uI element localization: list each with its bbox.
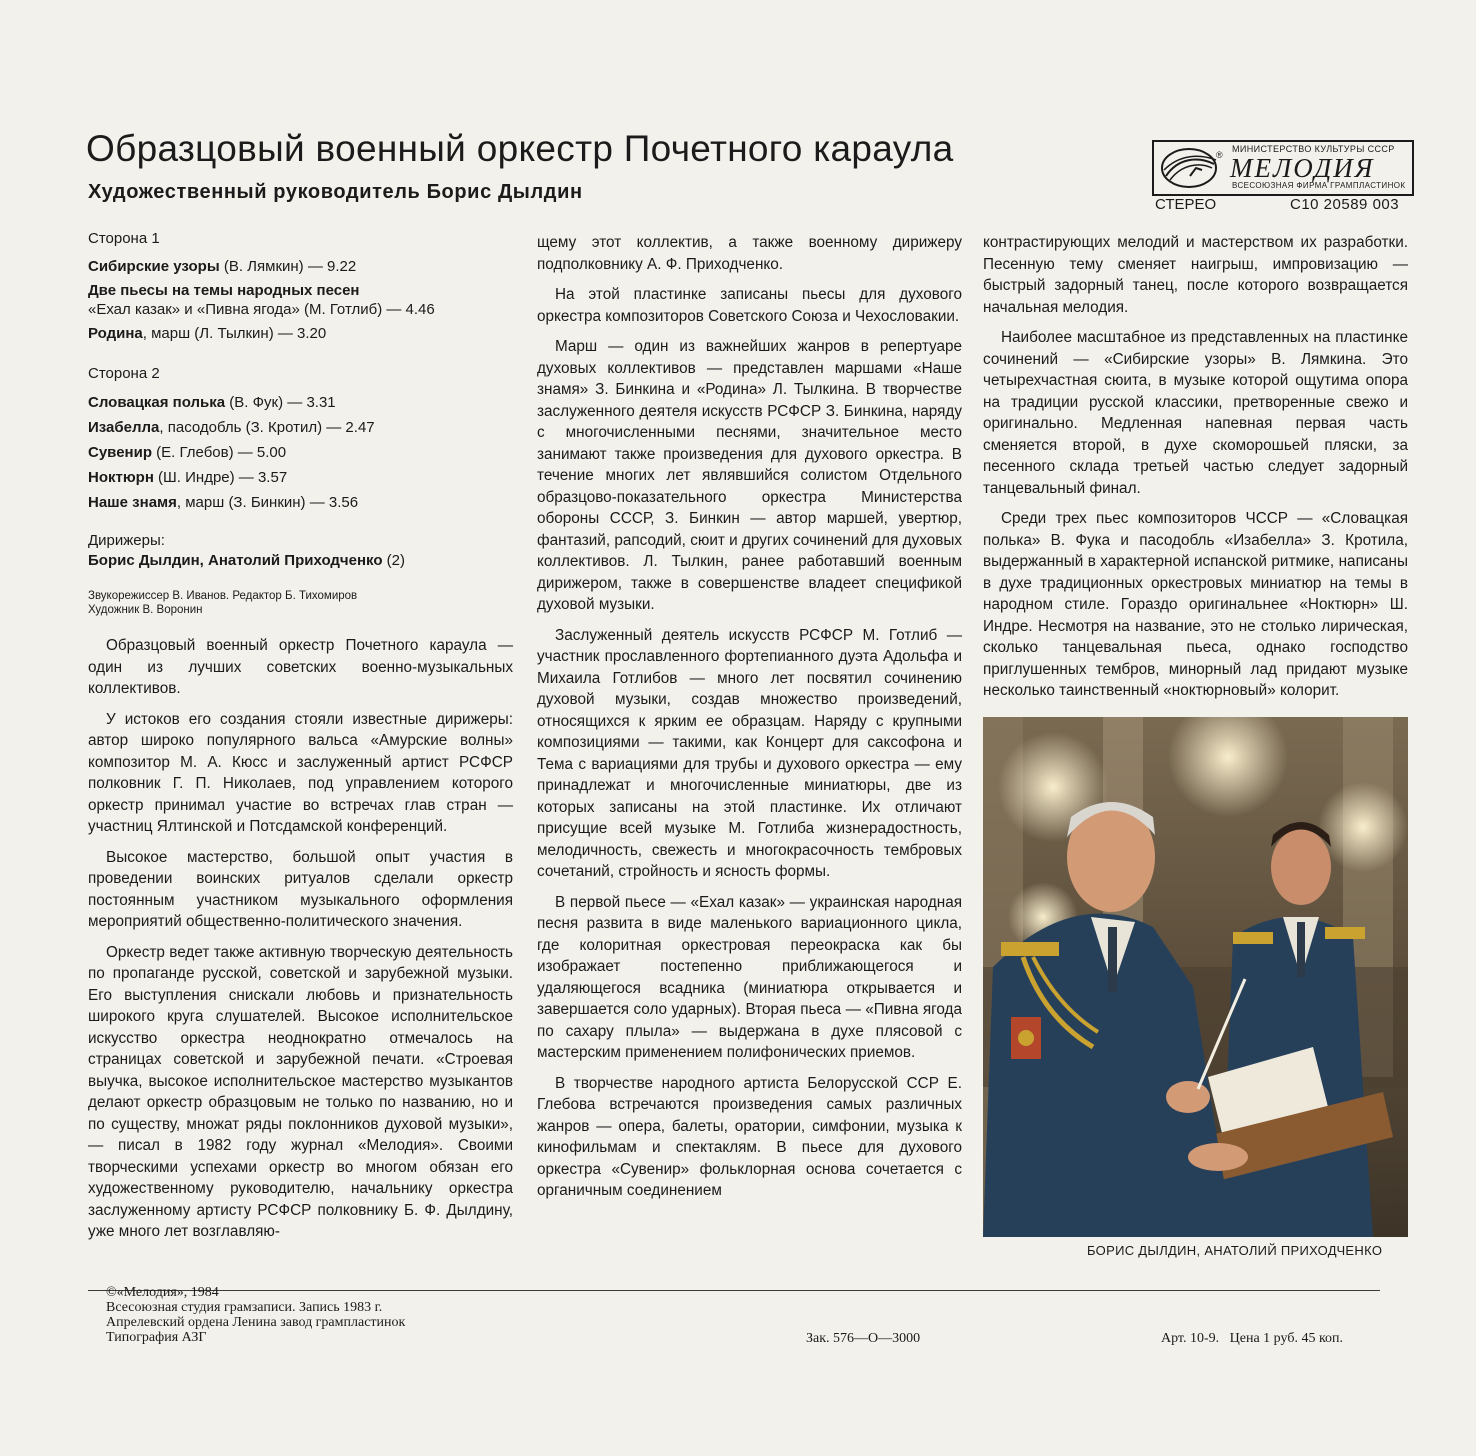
credits-line: Художник В. Воронин (88, 604, 203, 616)
paragraph: Оркестр ведет также активную творческую деятельность по пропаганде русской, советской и зарубежной музыки. Его выступления снискали любовь и признательность широкого круга слушателей. Высокое исполнительское искусство оркестра неоднократно отмечалось на страницах советской и зарубежной печати. «Строевая выучка, высокое исполнительское мастерство музыкантов делают оркестр образцовым не только по названию, но и по существу, множат ряды поклонников духовой музыки», — писал в 1982 году журнал «Мелодия». Своими творческими успехами оркестр во многом обязан его художественному руководителю, начальнику оркестра заслуженному артисту РСФСР полковнику Б. Ф. Дылдину, уже много лет возглавляю- (88, 943, 513, 1240)
track-credit: , марш (Л. Тылкин) — 3.20 (142, 325, 327, 342)
logo-brand-text: МЕЛОДИЯ (1230, 153, 1375, 183)
paragraph: У истоков его создания стояли известные дирижеры: автор широко популярного вальса «Амурские волны» композитор М. А. Кюсс и заслуженный артист РСФСР полковник Г. П. Николаев, под управлением которого оркестр принимал участие во встречах глав стран — участниц Ялтинской и Потсдамской конференций. (88, 710, 513, 835)
track-title: Сибирские узоры (88, 258, 220, 275)
record-disc-icon (1160, 146, 1218, 190)
side1-label: Сторона 1 (88, 230, 160, 247)
paragraph: контрастирующих мелодий и мастерством их разработки. Песенную тему сменяет наигрыш, импровизацию — быстрый задорный танец, после которого возвращается начальная мелодия. (983, 234, 1408, 316)
subtitle: Художественный руководитель Борис Дылдин (88, 181, 583, 203)
conductors-row (88, 550, 405, 572)
track-row (88, 256, 356, 278)
track-title: Наше знамя (88, 494, 177, 511)
footer-line: Всесоюзная студия грамзаписи. Запись 1983 г. (106, 1300, 383, 1315)
track-row (88, 492, 358, 514)
text-column-1 (88, 635, 513, 1252)
track-credit: «Ехал казак» и «Пивна ягода» (М. Готлиб) — 4.46 (88, 301, 435, 318)
paragraph: Наиболее масштабное из представленных на пластинке сочинений — «Сибирские узоры» В. Лямкина. Это четырехчастная сюита, в музыке которой ощутима опора на традиции русской классики, претворенные свежо и оригинально. Медленная напевная первая часть сменяется второй, в духе скоморошьей пляски, за песенного склада третьей частью следует задорный танцевальный финал. (983, 329, 1408, 497)
paragraph: Образцовый военный оркестр Почетного караула — один из лучших советских военно-музыкальных коллективов. (88, 637, 513, 697)
paragraph: На этой пластинке записаны пьесы для духового оркестра композиторов Советского Союза и Чехословакии. (537, 286, 962, 325)
paragraph: Марш — один из важнейших жанров в репертуаре духовых коллективов — представлен маршами «Наше знамя» З. Бинкина и «Родина» Л. Тылкина. В творчестве заслуженного деятеля искусств РСФСР З. Бинкина, наряду с многочисленными песнями, значительное место занимают также произведения для духового оркестра. В течение многих лет являвшийся солистом Отдельного образцово-показательного оркестра Министерства обороны СССР, З. Бинкин — автор маршей, увертюр, фантазий, рапсодий, сюит и других сочинений для духовых коллективов. Л. Тылкин, ранее работавший военным дирижером, также в совершенстве владеет спецификой духовой музыки. (537, 338, 962, 613)
track-title: Две пьесы на темы народных песен (88, 282, 360, 299)
track-credit: (Ш. Индре) — 3.57 (153, 469, 288, 486)
track-title: Родина (88, 325, 143, 342)
photo-caption: БОРИС ДЫЛДИН, АНАТОЛИЙ ПРИХОДЧЕНКО (1087, 1243, 1383, 1258)
track-credit: (В. Фук) — 3.31 (225, 394, 336, 411)
track-row (88, 417, 375, 439)
conductors-names: Борис Дылдин, Анатолий Приходченко (88, 552, 383, 569)
copyright-line: ©«Мелодия», 1984 (106, 1285, 219, 1300)
paragraph: Высокое мастерство, большой опыт участия в проведении воинских ритуалов сделали оркестр постоянным участником музыкального оформления мероприятий общественно-политического значения. (88, 848, 513, 930)
paragraph: щему этот коллектив, а также военному дирижеру подполковнику А. Ф. Приходченко. (537, 234, 962, 273)
track-row (88, 442, 286, 464)
track-row (88, 323, 326, 345)
price-line: Арт. 10-9. Цена 1 руб. 45 коп. (1161, 1331, 1344, 1346)
conductors-suffix: (2) (382, 552, 406, 569)
track-credit: (Е. Глебов) — 5.00 (151, 444, 287, 461)
logo-firm-text: ВСЕСОЮЗНАЯ ФИРМА ГРАМПЛАСТИНОК (1232, 181, 1406, 190)
paragraph: Среди трех пьес композиторов ЧССР — «Словацкая полька» В. Фука и пасодобль «Изабелла» З. Кротила, выдержанный в характерной испанской ритмике, написаны в духе традиционных оркестровых миниатюр на темы в народном стиле. Гораздо оригинальнее «Ноктюрн» Ш. Индре. Несмотря на название, это не столько лирическая, сколько танцевальная пьеса, однако господство приглушенных тембров, минорный лад придают музыке несколько таинственный «ноктюрновый» колорит. (983, 510, 1408, 699)
side2-label: Сторона 2 (88, 365, 160, 382)
registered-mark: ® (1216, 150, 1223, 160)
text-column-2 (537, 232, 962, 1211)
track-title: Ноктюрн (88, 469, 154, 486)
track-row (88, 299, 435, 321)
paragraph: В первой пьесе — «Ехал казак» — украинская народная песня развита в виде маленького вариационного цикла, где колоритная оркестровая переокраска как бы изображает постепенно приближающегося и удаляющегося всадника (миниатюра открывается и завершается соло ударных). Вторая пьеса — «Пивна ягода по сахару плыла» — выдержана в духе плясовой с мастерским применением полифонических приемов. (537, 893, 962, 1061)
paragraph: В творчестве народного артиста Белорусской ССР Е. Глебова встречаются произведения самых различных жанров — опера, балеты, оратории, симфонии, музыка к кинофильмам и спектаклям. В пьесе для духового оркестра «Сувенир» фольклорная основа сочетается с органичным соединением (537, 1074, 962, 1199)
footer-divider (88, 1290, 1380, 1291)
track-credit: , марш (З. Бинкин) — 3.56 (176, 494, 359, 511)
track-credit: (В. Лямкин) — 9.22 (219, 258, 357, 275)
catalog-number: С10 20589 003 (1290, 196, 1400, 213)
melodiya-logo (1152, 140, 1414, 196)
stereo-label: СТЕРЕО (1155, 196, 1217, 213)
logo-ministry-text: МИНИСТЕРСТВО КУЛЬТУРЫ СССР (1232, 144, 1395, 154)
footer-line: Апрелевский ордена Ленина завод грампластинок (106, 1315, 406, 1330)
conductors-label: Дирижеры: (88, 532, 165, 549)
footer-line: Типография АЗГ (106, 1330, 207, 1345)
track-title: Изабелла (88, 419, 160, 436)
conductors-photo (983, 717, 1408, 1237)
credits-line: Звукорежиссер В. Иванов. Редактор Б. Тихомиров (88, 590, 358, 602)
track-row (88, 392, 336, 414)
order-number: Зак. 576—О—3000 (806, 1331, 921, 1346)
track-row (88, 467, 287, 489)
page-title: Образцовый военный оркестр Почетного караула (86, 128, 954, 169)
paragraph: Заслуженный деятель искусств РСФСР М. Готлиб — участник прославленного фортепианного дуэта Адольфа и Михаила Готлибов — много лет посвятил сочинению духовой музыки, создав множество произведений, относящихся к ярким ее образцам. Наряду с крупными композициями — такими, как Концерт для саксофона и Тема с вариациями для трубы и духового оркестра — ему принадлежат и многочисленные миниатюры, две из которых записаны на этой пластинке. Их отличают присущие всей музыке М. Готлиба жизнерадостность, мелодичность, свежесть и многокрасочность тембровых сочетаний, стройность и ясность формы. (537, 626, 962, 880)
track-title: Словацкая полька (88, 394, 226, 411)
track-credit: , пасодобль (З. Кротил) — 2.47 (159, 419, 375, 436)
text-column-3 (983, 232, 1408, 711)
track-title: Сувенир (88, 444, 152, 461)
